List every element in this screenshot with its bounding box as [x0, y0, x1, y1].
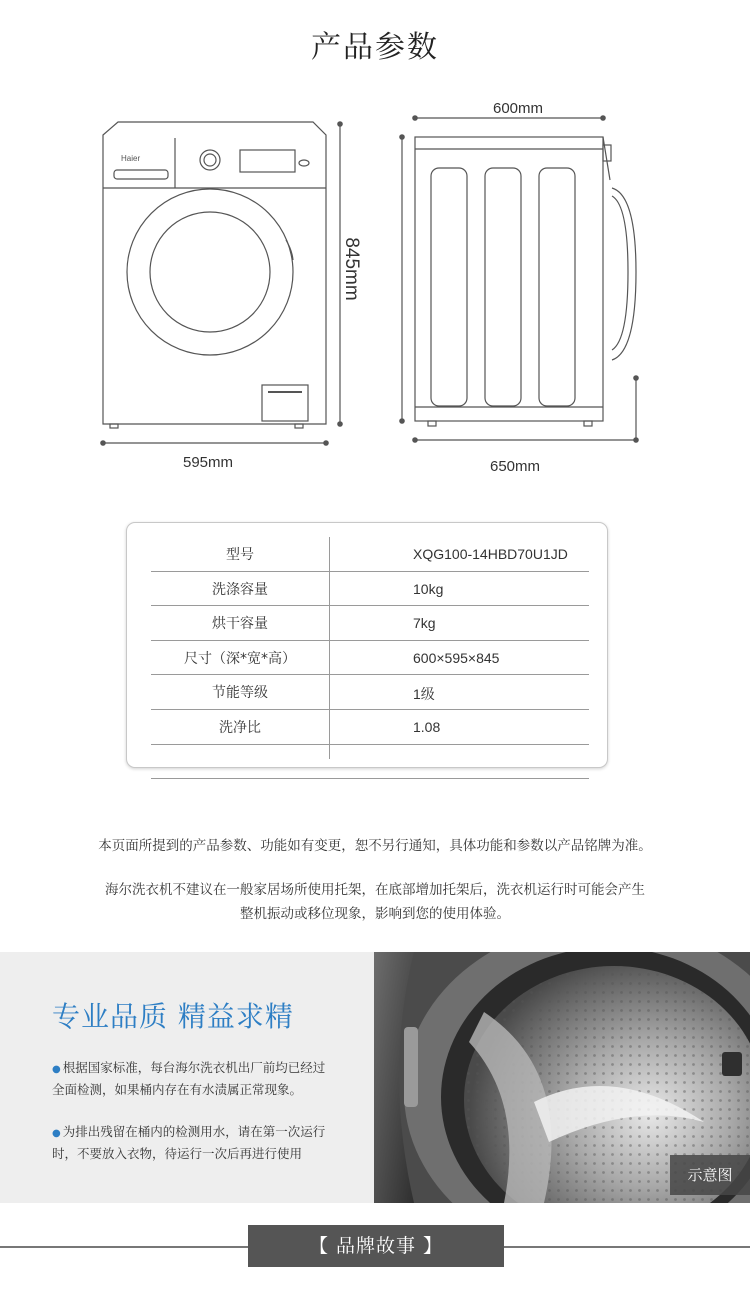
- notice-disclaimer: [0, 834, 750, 858]
- quality-text: 时，不要放入衣物，待运行一次后再进行使用: [52, 1146, 303, 1161]
- spec-table: [151, 537, 589, 779]
- spec-value: XQG100-14HBD70U1JD: [413, 546, 568, 562]
- spec-row-empty: [151, 745, 589, 780]
- spec-row-wash-capacity: [151, 572, 589, 607]
- dimension-drawings: [95, 95, 655, 455]
- quality-text: 根据国家标准，每台海尔洗衣机出厂前均已经过: [62, 1060, 326, 1075]
- page-title: 产品参数: [311, 30, 439, 65]
- brand-divider-right: [504, 1246, 750, 1248]
- notice-bracket-warning: [0, 878, 750, 926]
- quality-paragraph-2: [52, 1122, 372, 1164]
- photo-label: 示意图: [670, 1155, 750, 1195]
- notice-line: 本页面所提到的产品参数、功能如有变更，恕不另行通知，具体功能和参数以产品铭牌为准。: [98, 838, 652, 854]
- dimension-front-width: 595mm: [182, 454, 234, 471]
- drum-photo: [374, 952, 750, 1203]
- quality-paragraph-1: [52, 1058, 372, 1100]
- spec-label: 洗净比: [219, 719, 261, 736]
- spec-label: 节能等级: [212, 685, 268, 702]
- spec-label: 型号: [226, 547, 254, 563]
- dimension-top-width: 600mm: [492, 100, 544, 117]
- quality-title: 专业品质 精益求精: [52, 1000, 294, 1033]
- spec-value: 600×595×845: [413, 649, 500, 666]
- spec-table-card: [126, 522, 608, 768]
- quality-text: 为排出残留在桶内的检测用水，请在第一次运行: [62, 1124, 326, 1139]
- quality-text: 全面检测，如果桶内存在有水渍属正常现象。: [52, 1082, 303, 1097]
- spec-label: 尺寸（深*宽*高）: [184, 650, 296, 667]
- spec-row-dry-capacity: [151, 606, 589, 641]
- spec-row-model: [151, 537, 589, 572]
- front-logo: Haier: [121, 154, 141, 163]
- side-view-drawing: [400, 116, 638, 442]
- bullet-icon: ●: [52, 1128, 61, 1139]
- notice-line: 整机振动或移位现象，影响到您的使用体验。: [240, 906, 510, 922]
- front-view-drawing: [101, 122, 342, 445]
- spec-value: 1级: [413, 686, 435, 703]
- dimension-side-depth: 650mm: [489, 458, 541, 475]
- notice-line: 海尔洗衣机不建议在一般家居场所使用托架，在底部增加托架后，洗衣机运行时可能会产生: [105, 882, 645, 898]
- spec-row-size: [151, 641, 589, 676]
- brand-divider-left: [0, 1246, 248, 1248]
- dimension-height: 845mm: [341, 237, 362, 301]
- spec-row-energy-grade: [151, 675, 589, 710]
- spec-label: 烘干容量: [212, 616, 268, 633]
- spec-label: 洗涤容量: [212, 581, 268, 598]
- quality-section: [0, 952, 750, 1203]
- bullet-icon: ●: [52, 1064, 61, 1075]
- spec-value: 1.08: [413, 718, 441, 735]
- spec-value: 7kg: [413, 615, 436, 632]
- brand-story-heading: 【 品牌故事 】: [248, 1225, 504, 1267]
- spec-row-wash-ratio: [151, 710, 589, 745]
- spec-value: 10kg: [413, 580, 444, 597]
